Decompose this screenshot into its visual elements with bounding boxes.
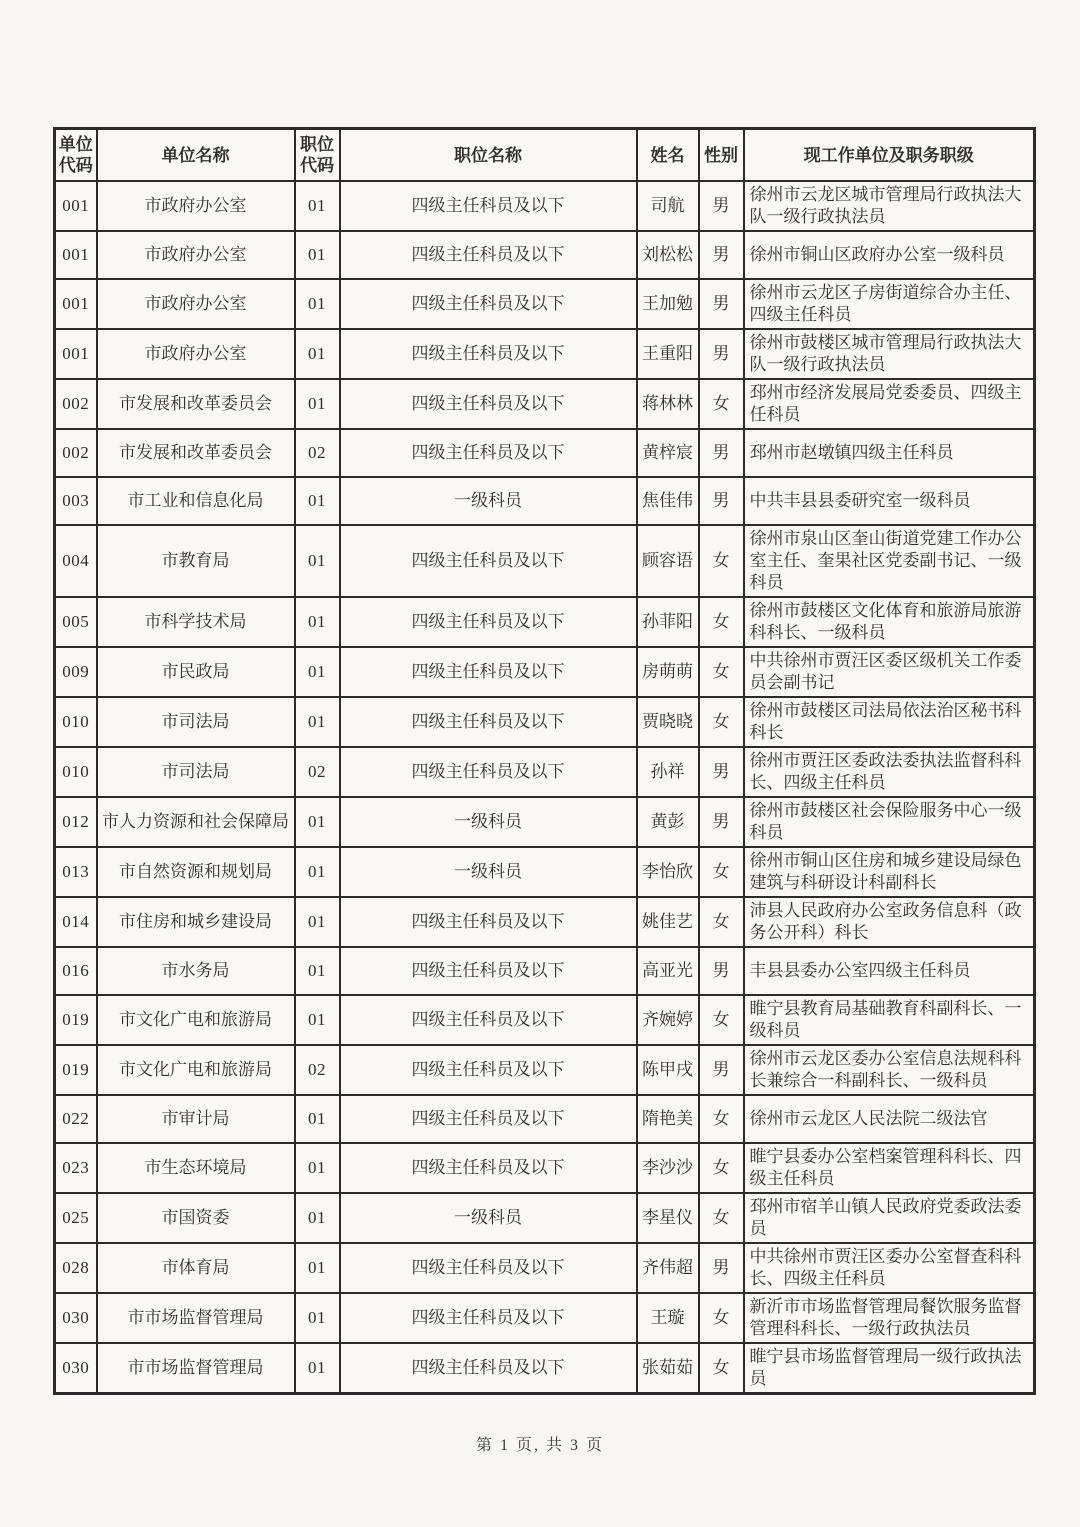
table-cell: 男 xyxy=(699,279,744,329)
table-cell: 四级主任科员及以下 xyxy=(340,897,637,947)
table-cell: 市司法局 xyxy=(97,747,295,797)
table-cell: 019 xyxy=(55,995,97,1045)
table-cell: 01 xyxy=(295,379,340,429)
table-cell: 市水务局 xyxy=(97,947,295,995)
table-cell: 01 xyxy=(295,597,340,647)
table-cell: 028 xyxy=(55,1243,97,1293)
table-cell: 01 xyxy=(295,1095,340,1143)
table-cell: 01 xyxy=(295,697,340,747)
table-cell: 01 xyxy=(295,1343,340,1394)
table-cell: 孙菲阳 xyxy=(637,597,699,647)
table-cell: 王加勉 xyxy=(637,279,699,329)
table-cell: 四级主任科员及以下 xyxy=(340,697,637,747)
table-cell: 姚佳艺 xyxy=(637,897,699,947)
table-cell: 016 xyxy=(55,947,97,995)
table-cell: 中共徐州市贾汪区委办公室督查科科长、四级主任科员 xyxy=(744,1243,1035,1293)
table-cell: 014 xyxy=(55,897,97,947)
table-cell: 邳州市经济发展局党委委员、四级主任科员 xyxy=(744,379,1035,429)
table-row xyxy=(55,1293,1035,1343)
table-cell: 四级主任科员及以下 xyxy=(340,181,637,231)
position-roster-table-wrap xyxy=(53,127,1033,1395)
table-cell: 市民政局 xyxy=(97,647,295,697)
table-cell: 市住房和城乡建设局 xyxy=(97,897,295,947)
col-header-current-unit-rank: 现工作单位及职务职级 xyxy=(744,129,1035,182)
table-cell: 市政府办公室 xyxy=(97,231,295,279)
table-cell: 徐州市鼓楼区文化体育和旅游局旅游科科长、一级科员 xyxy=(744,597,1035,647)
table-cell: 001 xyxy=(55,279,97,329)
table-cell: 女 xyxy=(699,847,744,897)
table-cell: 王璇 xyxy=(637,1293,699,1343)
table-row xyxy=(55,1045,1035,1095)
table-cell: 李沙沙 xyxy=(637,1143,699,1193)
table-cell: 01 xyxy=(295,1243,340,1293)
table-cell: 01 xyxy=(295,897,340,947)
table-cell: 02 xyxy=(295,1045,340,1095)
table-cell: 01 xyxy=(295,477,340,525)
table-cell: 四级主任科员及以下 xyxy=(340,1095,637,1143)
table-cell: 市体育局 xyxy=(97,1243,295,1293)
table-cell: 市发展和改革委员会 xyxy=(97,429,295,477)
table-cell: 004 xyxy=(55,525,97,597)
table-header-row xyxy=(55,129,1035,182)
table-cell: 市科学技术局 xyxy=(97,597,295,647)
table-row xyxy=(55,1343,1035,1394)
table-cell: 新沂市市场监督管理局餐饮服务监督管理科科长、一级行政执法员 xyxy=(744,1293,1035,1343)
table-cell: 丰县县委办公室四级主任科员 xyxy=(744,947,1035,995)
table-cell: 市政府办公室 xyxy=(97,279,295,329)
table-cell: 四级主任科员及以下 xyxy=(340,231,637,279)
table-cell: 01 xyxy=(295,847,340,897)
table-cell: 男 xyxy=(699,797,744,847)
table-cell: 01 xyxy=(295,947,340,995)
col-header-position-name: 职位名称 xyxy=(340,129,637,182)
table-cell: 四级主任科员及以下 xyxy=(340,995,637,1045)
table-cell: 李怡欣 xyxy=(637,847,699,897)
table-cell: 030 xyxy=(55,1343,97,1394)
table-cell: 徐州市贾汪区委政法委执法监督科科长、四级主任科员 xyxy=(744,747,1035,797)
table-cell: 女 xyxy=(699,1343,744,1394)
col-header-name: 姓名 xyxy=(637,129,699,182)
table-cell: 四级主任科员及以下 xyxy=(340,597,637,647)
table-cell: 张茹茹 xyxy=(637,1343,699,1394)
table-cell: 陈甲戌 xyxy=(637,1045,699,1095)
table-row xyxy=(55,897,1035,947)
table-cell: 徐州市云龙区子房街道综合办主任、四级主任科员 xyxy=(744,279,1035,329)
table-row xyxy=(55,525,1035,597)
table-cell: 李星仪 xyxy=(637,1193,699,1243)
table-cell: 01 xyxy=(295,231,340,279)
table-body xyxy=(55,181,1035,1394)
table-cell: 徐州市鼓楼区社会保险服务中心一级科员 xyxy=(744,797,1035,847)
table-cell: 030 xyxy=(55,1293,97,1343)
table-cell: 012 xyxy=(55,797,97,847)
table-row xyxy=(55,747,1035,797)
table-cell: 男 xyxy=(699,231,744,279)
table-cell: 男 xyxy=(699,477,744,525)
table-cell: 顾容语 xyxy=(637,525,699,597)
table-cell: 003 xyxy=(55,477,97,525)
table-cell: 002 xyxy=(55,379,97,429)
table-row xyxy=(55,329,1035,379)
table-cell: 蒋林林 xyxy=(637,379,699,429)
table-cell: 022 xyxy=(55,1095,97,1143)
table-cell: 01 xyxy=(295,1143,340,1193)
table-cell: 市文化广电和旅游局 xyxy=(97,1045,295,1095)
table-cell: 徐州市云龙区委办公室信息法规科科长兼综合一科副科长、一级科员 xyxy=(744,1045,1035,1095)
table-cell: 一级科员 xyxy=(340,1193,637,1243)
table-cell: 贾晓晓 xyxy=(637,697,699,747)
table-cell: 男 xyxy=(699,181,744,231)
table-cell: 四级主任科员及以下 xyxy=(340,525,637,597)
table-cell: 高亚光 xyxy=(637,947,699,995)
table-row xyxy=(55,1193,1035,1243)
table-row xyxy=(55,279,1035,329)
table-cell: 徐州市云龙区城市管理局行政执法大队一级行政执法员 xyxy=(744,181,1035,231)
table-cell: 市司法局 xyxy=(97,697,295,747)
table-cell: 邳州市宿羊山镇人民政府党委政法委员 xyxy=(744,1193,1035,1243)
table-cell: 002 xyxy=(55,429,97,477)
table-cell: 四级主任科员及以下 xyxy=(340,329,637,379)
table-cell: 刘松松 xyxy=(637,231,699,279)
table-row xyxy=(55,1095,1035,1143)
table-cell: 四级主任科员及以下 xyxy=(340,279,637,329)
table-cell: 女 xyxy=(699,525,744,597)
table-cell: 女 xyxy=(699,597,744,647)
table-cell: 四级主任科员及以下 xyxy=(340,379,637,429)
table-cell: 四级主任科员及以下 xyxy=(340,1343,637,1394)
table-cell: 齐婉婷 xyxy=(637,995,699,1045)
table-row xyxy=(55,847,1035,897)
table-cell: 023 xyxy=(55,1143,97,1193)
table-cell: 02 xyxy=(295,429,340,477)
table-row xyxy=(55,697,1035,747)
table-cell: 四级主任科员及以下 xyxy=(340,1293,637,1343)
table-cell: 女 xyxy=(699,995,744,1045)
table-cell: 男 xyxy=(699,1243,744,1293)
table-cell: 徐州市泉山区奎山街道党建工作办公室主任、奎果社区党委副书记、一级科员 xyxy=(744,525,1035,597)
table-cell: 中共丰县县委研究室一级科员 xyxy=(744,477,1035,525)
table-cell: 女 xyxy=(699,1293,744,1343)
table-cell: 025 xyxy=(55,1193,97,1243)
table-cell: 男 xyxy=(699,747,744,797)
table-cell: 009 xyxy=(55,647,97,697)
table-cell: 001 xyxy=(55,329,97,379)
table-cell: 001 xyxy=(55,181,97,231)
table-cell: 01 xyxy=(295,525,340,597)
table-cell: 一级科员 xyxy=(340,477,637,525)
table-cell: 01 xyxy=(295,1293,340,1343)
table-cell: 010 xyxy=(55,697,97,747)
table-cell: 市文化广电和旅游局 xyxy=(97,995,295,1045)
table-cell: 市发展和改革委员会 xyxy=(97,379,295,429)
table-cell: 市政府办公室 xyxy=(97,181,295,231)
table-cell: 005 xyxy=(55,597,97,647)
table-cell: 司航 xyxy=(637,181,699,231)
table-cell: 邳州市赵墩镇四级主任科员 xyxy=(744,429,1035,477)
table-cell: 一级科员 xyxy=(340,847,637,897)
table-cell: 市政府办公室 xyxy=(97,329,295,379)
table-cell: 女 xyxy=(699,697,744,747)
table-cell: 010 xyxy=(55,747,97,797)
table-row xyxy=(55,231,1035,279)
table-row xyxy=(55,181,1035,231)
table-row xyxy=(55,379,1035,429)
table-cell: 齐伟超 xyxy=(637,1243,699,1293)
table-cell: 睢宁县委办公室档案管理科科长、四级主任科员 xyxy=(744,1143,1035,1193)
table-cell: 市审计局 xyxy=(97,1095,295,1143)
table-cell: 市自然资源和规划局 xyxy=(97,847,295,897)
table-cell: 隋艳美 xyxy=(637,1095,699,1143)
table-cell: 黄梓宸 xyxy=(637,429,699,477)
table-cell: 房萌萌 xyxy=(637,647,699,697)
table-cell: 女 xyxy=(699,647,744,697)
table-cell: 四级主任科员及以下 xyxy=(340,1243,637,1293)
table-cell: 市工业和信息化局 xyxy=(97,477,295,525)
table-cell: 女 xyxy=(699,379,744,429)
table-row xyxy=(55,429,1035,477)
table-cell: 四级主任科员及以下 xyxy=(340,647,637,697)
col-header-gender: 性别 xyxy=(699,129,744,182)
page-number-footer: 第 1 页, 共 3 页 xyxy=(475,1437,604,1454)
table-row xyxy=(55,797,1035,847)
table-cell: 市人力资源和社会保障局 xyxy=(97,797,295,847)
table-cell: 市市场监督管理局 xyxy=(97,1293,295,1343)
table-cell: 01 xyxy=(295,329,340,379)
table-cell: 王重阳 xyxy=(637,329,699,379)
table-cell: 焦佳伟 xyxy=(637,477,699,525)
table-cell: 睢宁县市场监督管理局一级行政执法员 xyxy=(744,1343,1035,1394)
table-cell: 01 xyxy=(295,647,340,697)
table-row xyxy=(55,647,1035,697)
table-cell: 中共徐州市贾汪区委区级机关工作委员会副书记 xyxy=(744,647,1035,697)
table-cell: 01 xyxy=(295,1193,340,1243)
table-cell: 013 xyxy=(55,847,97,897)
table-cell: 睢宁县教育局基础教育科副科长、一级科员 xyxy=(744,995,1035,1045)
table-cell: 02 xyxy=(295,747,340,797)
table-cell: 四级主任科员及以下 xyxy=(340,429,637,477)
table-cell: 01 xyxy=(295,995,340,1045)
table-row xyxy=(55,995,1035,1045)
table-cell: 市市场监督管理局 xyxy=(97,1343,295,1394)
table-cell: 01 xyxy=(295,797,340,847)
table-cell: 四级主任科员及以下 xyxy=(340,1045,637,1095)
table-cell: 01 xyxy=(295,279,340,329)
table-cell: 徐州市云龙区人民法院二级法官 xyxy=(744,1095,1035,1143)
table-cell: 沛县人民政府办公室政务信息科（政务公开科）科长 xyxy=(744,897,1035,947)
table-cell: 女 xyxy=(699,1193,744,1243)
table-cell: 徐州市铜山区政府办公室一级科员 xyxy=(744,231,1035,279)
table-cell: 男 xyxy=(699,1045,744,1095)
table-row xyxy=(55,1243,1035,1293)
table-cell: 019 xyxy=(55,1045,97,1095)
table-cell: 一级科员 xyxy=(340,797,637,847)
table-row xyxy=(55,947,1035,995)
table-cell: 四级主任科员及以下 xyxy=(340,1143,637,1193)
table-cell: 孙祥 xyxy=(637,747,699,797)
table-row xyxy=(55,597,1035,647)
table-cell: 徐州市鼓楼区城市管理局行政执法大队一级行政执法员 xyxy=(744,329,1035,379)
table-cell: 男 xyxy=(699,329,744,379)
table-cell: 四级主任科员及以下 xyxy=(340,747,637,797)
table-cell: 女 xyxy=(699,1095,744,1143)
col-header-position-code: 职位代码 xyxy=(295,129,340,182)
table-cell: 四级主任科员及以下 xyxy=(340,947,637,995)
col-header-unit-name: 单位名称 xyxy=(97,129,295,182)
table-cell: 市国资委 xyxy=(97,1193,295,1243)
table-cell: 女 xyxy=(699,1143,744,1193)
table-cell: 女 xyxy=(699,897,744,947)
table-cell: 001 xyxy=(55,231,97,279)
table-cell: 市生态环境局 xyxy=(97,1143,295,1193)
col-header-unit-code: 单位代码 xyxy=(55,129,97,182)
table-cell: 市教育局 xyxy=(97,525,295,597)
position-roster-table xyxy=(53,127,1036,1395)
table-cell: 黄彭 xyxy=(637,797,699,847)
table-row xyxy=(55,1143,1035,1193)
table-cell: 徐州市鼓楼区司法局依法治区秘书科科长 xyxy=(744,697,1035,747)
table-cell: 徐州市铜山区住房和城乡建设局绿色建筑与科研设计科副科长 xyxy=(744,847,1035,897)
table-row xyxy=(55,477,1035,525)
table-cell: 01 xyxy=(295,181,340,231)
table-cell: 男 xyxy=(699,947,744,995)
table-cell: 男 xyxy=(699,429,744,477)
